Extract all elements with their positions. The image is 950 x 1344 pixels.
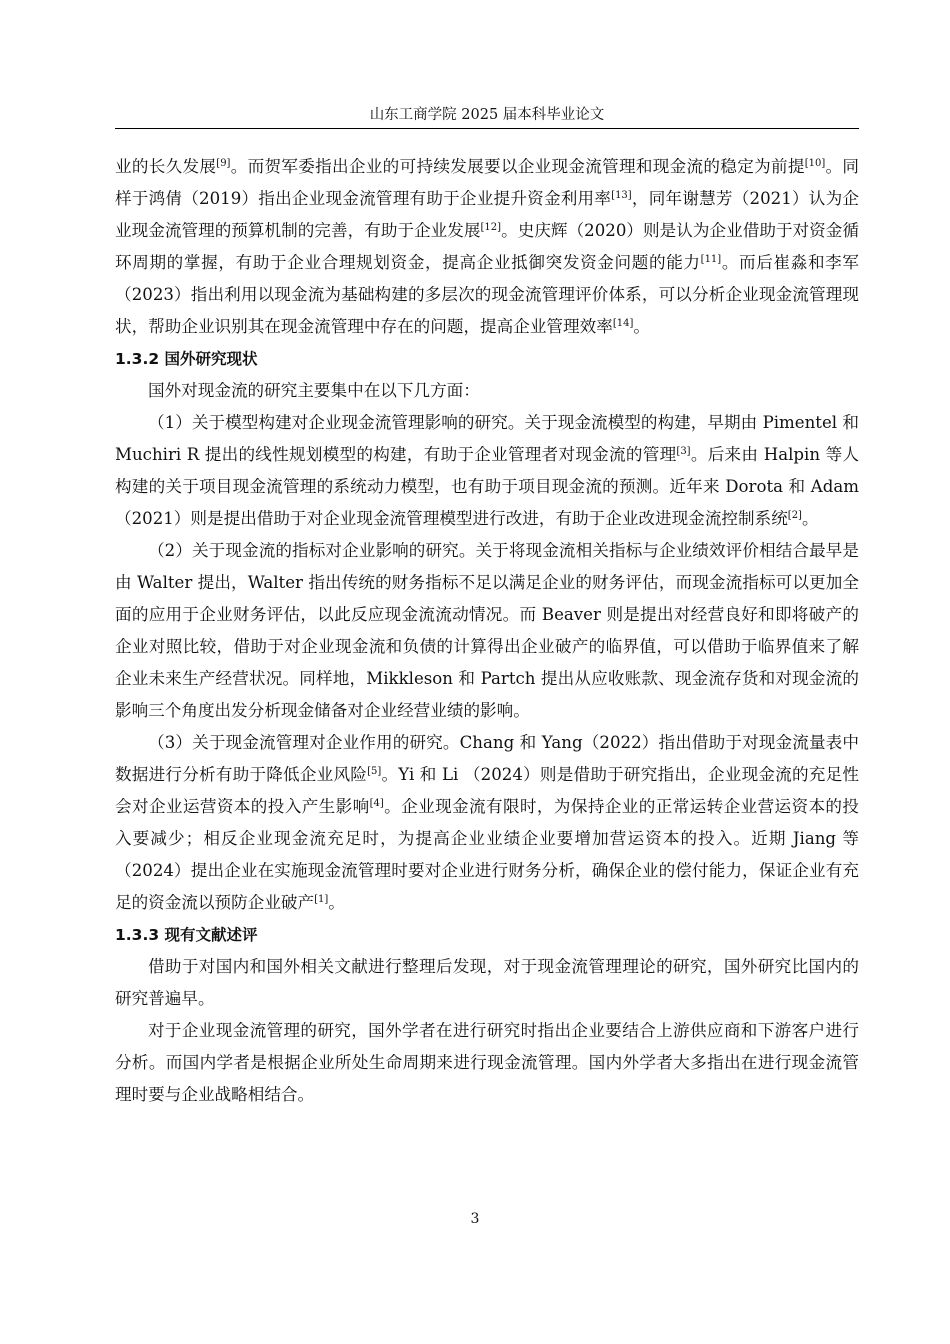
citation-ref: [4]	[369, 798, 384, 809]
text-run: 。	[801, 509, 819, 528]
paragraph	[115, 535, 859, 727]
paragraph	[115, 1015, 859, 1111]
text-run: 。Yi 和 Li （2024）则是借助于研究指出，企业现金流的充足性会对企业运营资本的投入产生影响	[115, 765, 859, 816]
text-run: 国外对现金流的研究主要集中在以下几方面：	[148, 381, 480, 400]
text-run: ，同年谢慧芳（2021）认为企业现金流管理的预算机制的完善，有助于企业发展	[115, 189, 859, 240]
citation-ref: [10]	[804, 158, 826, 169]
text-run: （1）关于模型构建对企业现金流管理影响的研究。关于现金流模型的构建，早期由 Pimentel 和 Muchiri R 提出的线性规划模型的构建，有助于企业管理者对现金流的管理	[115, 413, 859, 464]
text-run: 。后来由 Halpin 等人构建的关于项目现金流管理的系统动力模型，也有助于项目现金流的预测。近年来 Dorota 和 Adam（2021）则是提出借助于对企业现金流管理模型进行改进，有助于企业改进现金流控制系统	[115, 445, 860, 528]
page-number: 3	[470, 1211, 480, 1227]
citation-ref: [12]	[480, 222, 502, 233]
citation-ref: [13]	[611, 190, 632, 201]
text-run: 对于企业现金流管理的研究，国外学者在进行研究时指出企业要结合上游供应商和下游客户进行分析。而国内学者是根据企业所处生命周期来进行现金流管理。国内外学者大多指出在进行现金流管理时要与企业战略相结合。	[115, 1021, 859, 1104]
text-run: 业的长久发展	[115, 157, 217, 176]
paragraph	[115, 727, 859, 919]
text-run: （2）关于现金流的指标对企业影响的研究。关于将现金流相关指标与企业绩效评价相结合最早是由 Walter 提出，Walter 指出传统的财务指标不足以满足企业的财务评估，而现金流指标可以更加全面的应用于企业财务评估，以此反应现金流流动情况。而 Beaver 则是提出对经营良好和即将破产的企业对照比较，借助于对企业现金流和负债的计算得出企业破产的临界值，可以借助于临界值来了解企业未来生产经营状况。同样地，Mikkleson 和 Partch 提出从应收账款、现金流存货和对现金流的影响三个角度出发分析现金储备对企业经营业绩的影响。	[115, 541, 859, 720]
paragraph	[115, 151, 859, 343]
section-heading: 1.3.3 现有文献述评	[115, 926, 258, 944]
running-header: 山东工商学院 2025 届本科毕业论文	[369, 107, 605, 123]
paragraph	[115, 951, 859, 1015]
citation-ref: [2]	[787, 510, 802, 521]
text-run: 。	[633, 317, 650, 336]
paragraph	[115, 407, 859, 535]
citation-ref: [14]	[612, 318, 634, 329]
citation-ref: [1]	[314, 894, 329, 905]
citation-ref: [3]	[676, 446, 691, 457]
paragraph	[115, 375, 859, 407]
document-body	[115, 151, 859, 1111]
text-run: 。	[328, 893, 345, 912]
text-run: 借助于对国内和国外相关文献进行整理后发现，对于现金流管理理论的研究，国外研究比国内的研究普遍早。	[115, 957, 859, 1008]
text-run: 。而贺军委指出企业的可持续发展要以企业现金流管理和现金流的稳定为前提	[230, 157, 805, 176]
text-run: 。同样于鸿倩（2019）指出企业现金流管理有助于企业提升资金利用率	[115, 157, 860, 208]
text-run: 。而后崔淼和李军（2023）指出利用以现金流为基础构建的多层次的现金流管理评价体系，可以分析企业现金流管理现状，帮助企业识别其在现金流管理中存在的问题，提高企业管理效率	[115, 253, 860, 336]
citation-ref: [5]	[367, 766, 382, 777]
header-rule	[115, 128, 859, 129]
text-run: 。企业现金流有限时，为保持企业的正常运转企业营运资本的投入要减少；相反企业现金流充足时，为提高企业业绩企业要增加营运资本的投入。近期 Jiang 等（2024）提出企业在实施现金流管理时要对企业进行财务分析，确保企业的偿付能力，保证企业有充足的资金流以预防企业破产	[115, 797, 860, 912]
text-run: 。史庆辉（2020）则是认为企业借助于对资金循环周期的掌握，有助于企业合理规划资金，提高企业抵御突发资金问题的能力	[115, 221, 859, 272]
section-heading: 1.3.2 国外研究现状	[115, 350, 258, 368]
citation-ref: [11]	[700, 254, 722, 265]
text-run: （3）关于现金流管理对企业作用的研究。Chang 和 Yang（2022）指出借助于对现金流量表中数据进行分析有助于降低企业风险	[115, 733, 859, 784]
citation-ref: [9]	[216, 158, 231, 169]
